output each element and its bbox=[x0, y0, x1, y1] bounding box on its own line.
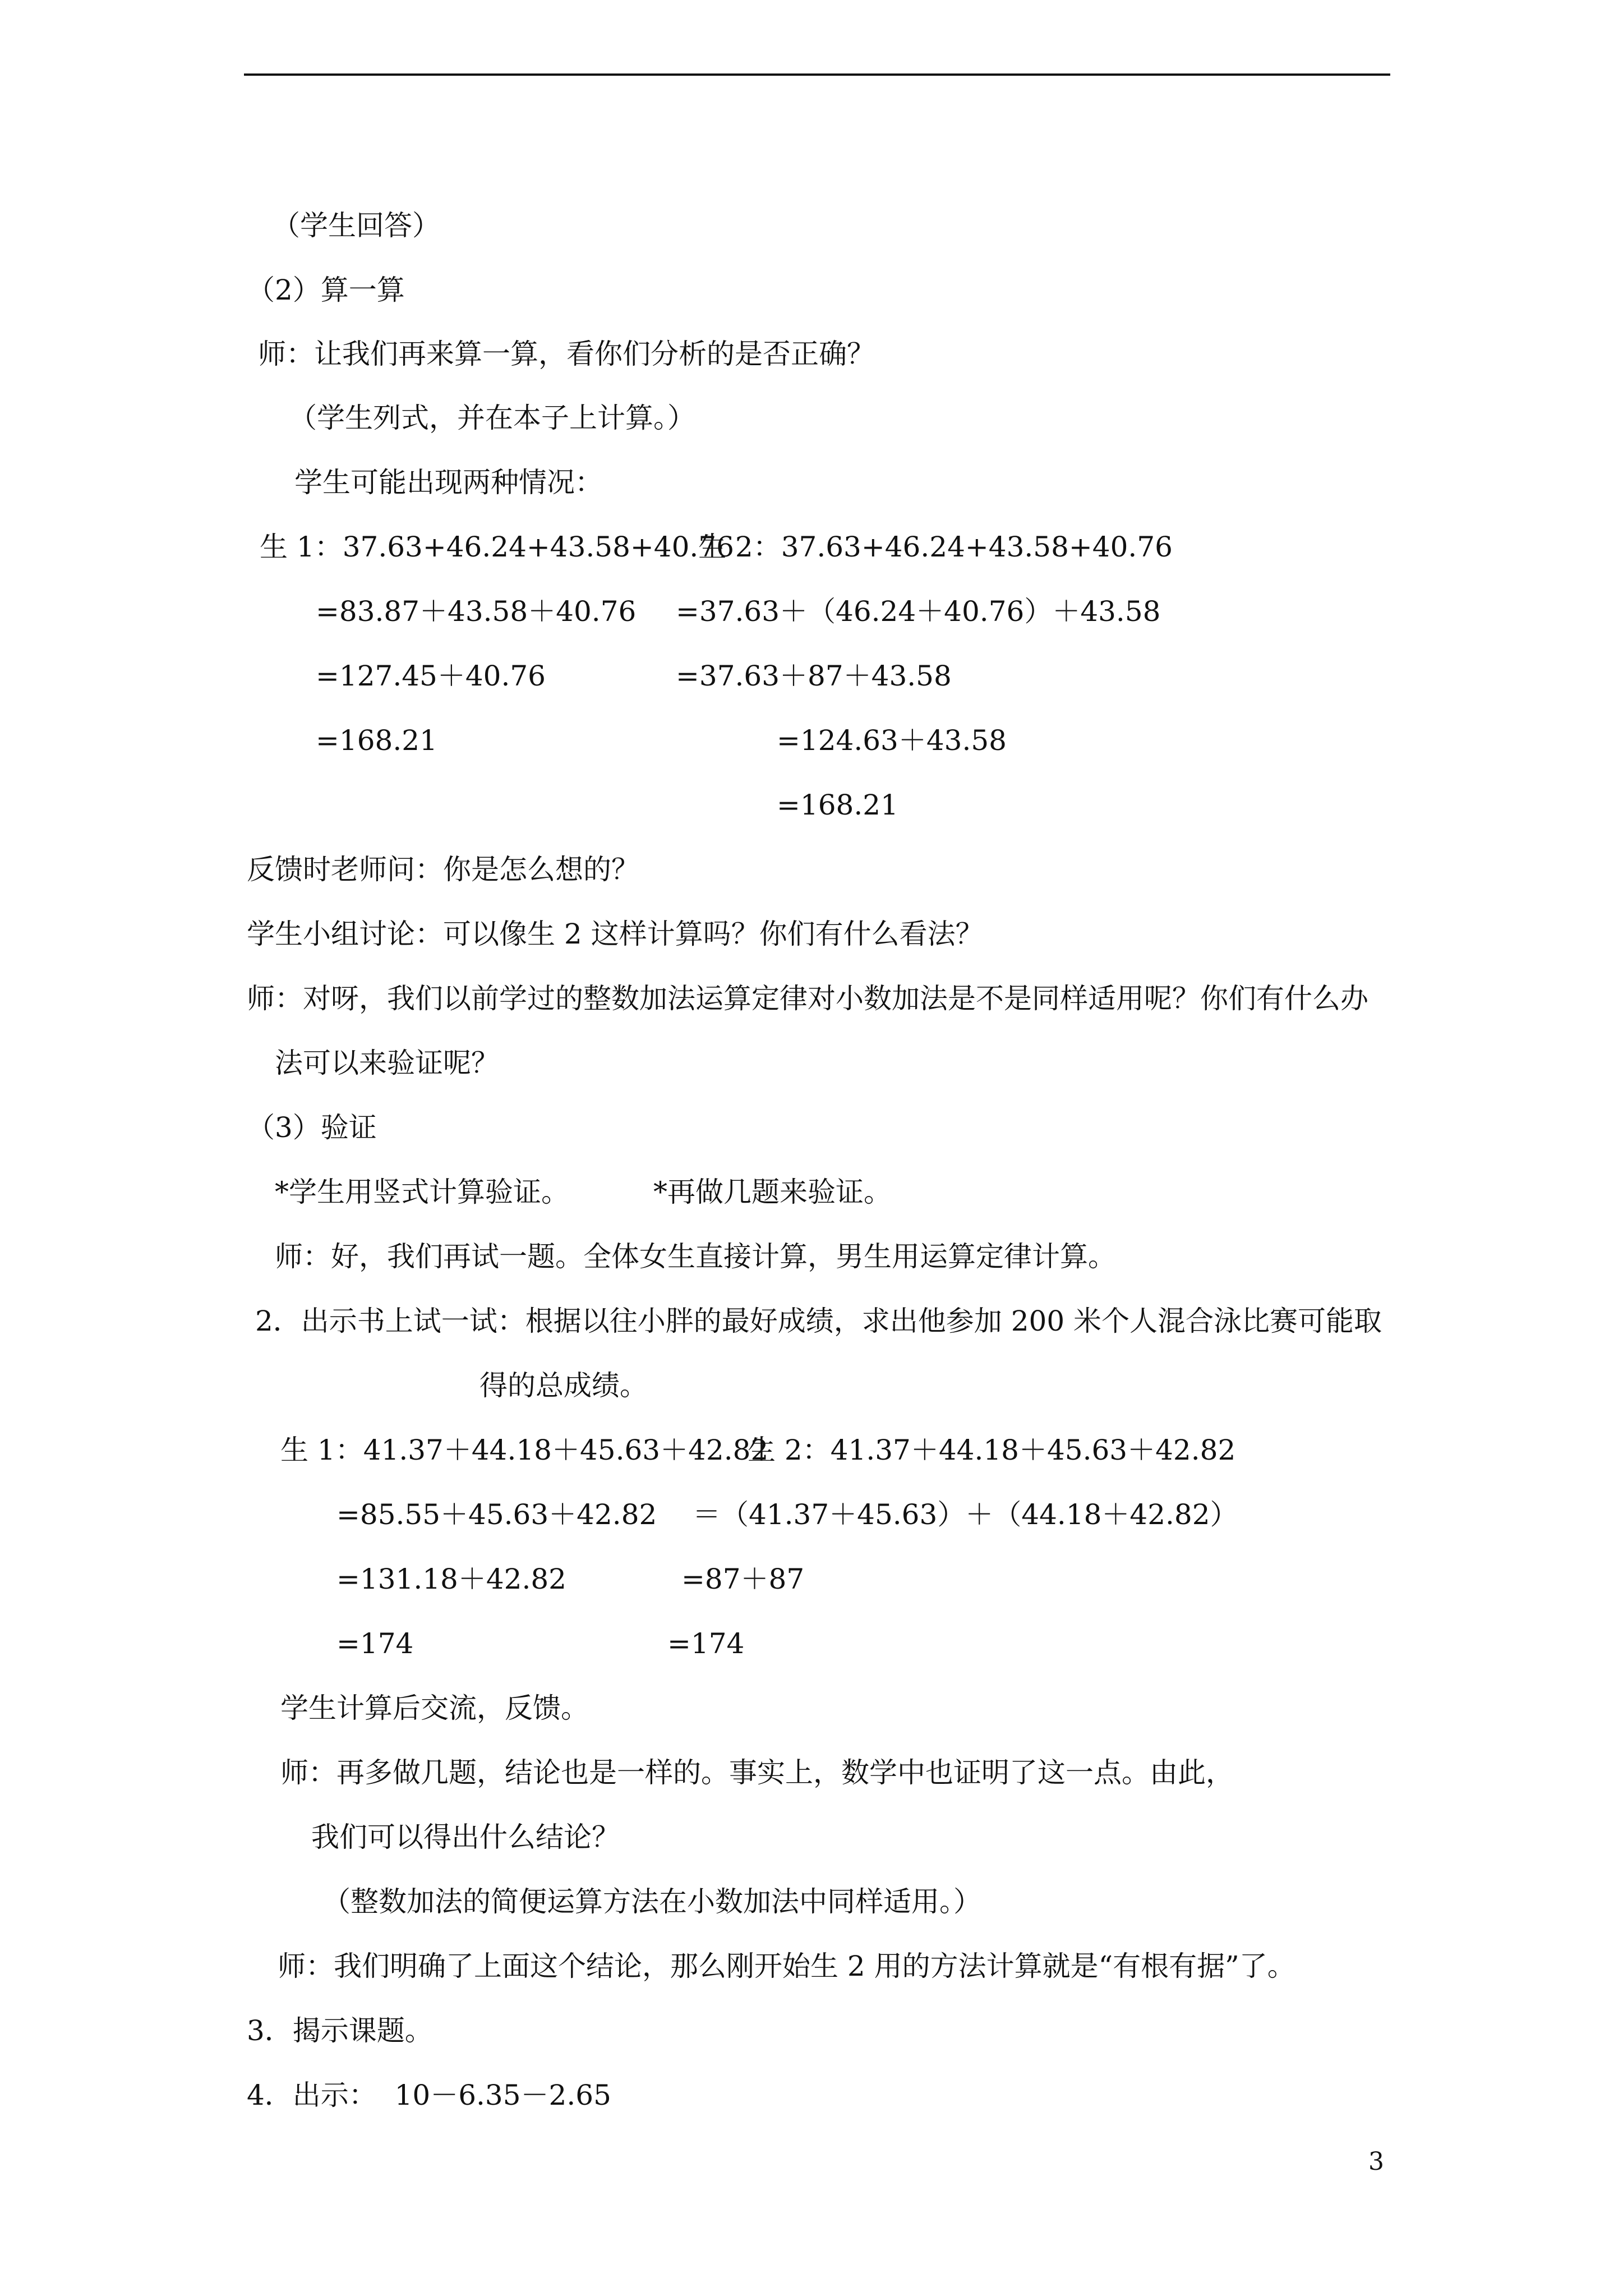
student2-step: =124.63＋43.58 bbox=[777, 724, 1007, 757]
text-line: 我们可以得出什么结论？ bbox=[311, 1821, 620, 1853]
student2-step: =37.63＋（46.24＋40.76）＋43.58 bbox=[676, 595, 1161, 628]
student2-step: =37.63＋87＋43.58 bbox=[676, 660, 952, 692]
student1-step: =131.18＋42.82 bbox=[336, 1563, 566, 1595]
text-line: （整数加法的简便运算方法在小数加法中同样适用。） bbox=[322, 1885, 981, 1918]
text-line: 学生计算后交流，反馈。 bbox=[280, 1692, 589, 1724]
text-line: 师：让我们再来算一算，看你们分析的是否正确？ bbox=[258, 338, 875, 370]
student2-step: ＝（41.37＋45.63）＋（44.18＋42.82） bbox=[693, 1498, 1238, 1531]
text-line: 4．出示： 10－6.35－2.65 bbox=[247, 2079, 611, 2111]
text-line: 师：再多做几题，结论也是一样的。事实上，数学中也证明了这一点。由此， bbox=[280, 1756, 1234, 1789]
student1-step: =85.55＋45.63＋42.82 bbox=[336, 1498, 657, 1531]
text-line: 师：对呀，我们以前学过的整数加法运算定律对小数加法是不是同样适用呢？你们有什么办 bbox=[247, 982, 1368, 1015]
text-line: 师：好，我们再试一题。全体女生直接计算，男生用运算定律计算。 bbox=[275, 1240, 1116, 1273]
student2-result: =174 bbox=[667, 1627, 745, 1660]
student1-step: =127.45＋40.76 bbox=[316, 660, 546, 692]
text-line: 得的总成绩。 bbox=[479, 1369, 648, 1402]
student2-expression: 生 2：41.37＋44.18＋45.63＋42.82 bbox=[748, 1434, 1236, 1466]
text-line: 学生小组讨论：可以像生 2 这样计算吗？你们有什么看法？ bbox=[247, 918, 984, 950]
student1-result: =168.21 bbox=[316, 724, 437, 757]
page-number: 3 bbox=[1368, 2147, 1384, 2176]
section-heading: （3）验证 bbox=[247, 1111, 377, 1144]
student1-expression: 生 1：37.63+46.24+43.58+40.76 bbox=[260, 531, 734, 563]
student1-step: =83.87＋43.58＋40.76 bbox=[316, 595, 637, 628]
text-line: 学生可能出现两种情况： bbox=[294, 466, 603, 499]
text-line: （学生列式，并在本子上计算。） bbox=[289, 402, 695, 434]
text-line: *再做几题来验证。 bbox=[653, 1176, 892, 1208]
text-line: 2．出示书上试一试：根据以往小胖的最好成绩，求出他参加 200 米个人混合泳比赛可能取 bbox=[255, 1305, 1382, 1337]
text-line: 3．揭示课题。 bbox=[247, 2014, 433, 2047]
header-rule bbox=[244, 73, 1390, 76]
student2-result: =168.21 bbox=[777, 789, 898, 821]
text-line: （学生回答） bbox=[272, 209, 440, 242]
section-heading: （2）算一算 bbox=[247, 274, 405, 306]
student1-result: =174 bbox=[336, 1627, 414, 1660]
text-line: 法可以来验证呢？ bbox=[275, 1047, 499, 1079]
student2-expression: 生 2：37.63+46.24+43.58+40.76 bbox=[698, 531, 1173, 563]
student1-expression: 生 1：41.37＋44.18＋45.63＋42.82 bbox=[280, 1434, 769, 1466]
student2-step: =87＋87 bbox=[681, 1563, 805, 1595]
text-line: *学生用竖式计算验证。 bbox=[275, 1176, 569, 1208]
text-line: 师：我们明确了上面这个结论，那么刚开始生 2 用的方法计算就是“有根有据”了。 bbox=[278, 1950, 1295, 1982]
text-line: 反馈时老师问：你是怎么想的？ bbox=[247, 853, 639, 886]
